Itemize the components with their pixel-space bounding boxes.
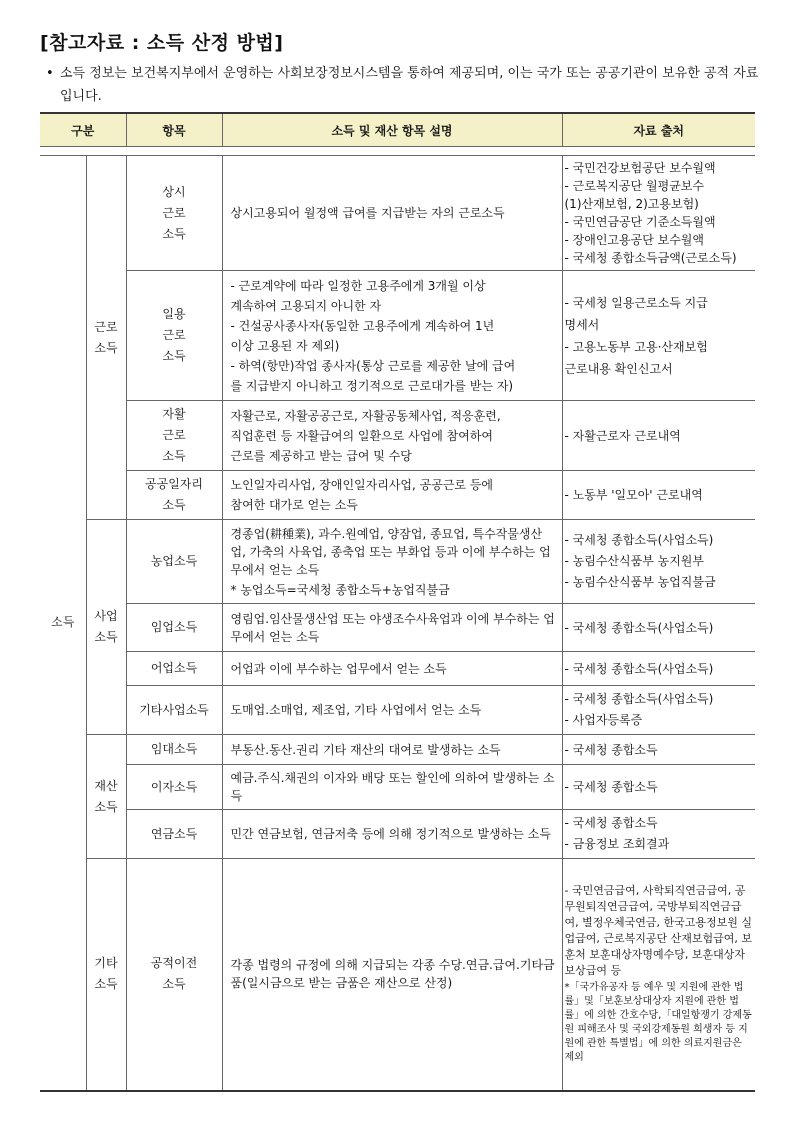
table-row <box>40 859 755 1091</box>
item-other-business: 기타사업소득 <box>126 686 222 735</box>
desc-pension: 민간 연금보험, 연금저축 등에 의해 정기적으로 발생하는 소득 <box>222 810 562 859</box>
subgroup-work: 근로 소득 <box>86 156 126 520</box>
income-table <box>40 112 755 1092</box>
desc-rent: 부동산.동산.권리 기타 재산의 대여로 발생하는 소득 <box>222 735 562 765</box>
desc-selfsupport-work: 자활근로, 자활공공근로, 자활공동체사업, 적응훈련, 직업훈련 등 자활급여의 일환으로 사업에 참여하여 근로를 제공하고 받는 급여 및 수당 <box>222 401 562 471</box>
item-daily-work: 일용 근로 소득 <box>126 271 222 401</box>
intro-text: 소득 정보는 보건복지부에서 운영하는 사회보장정보시스템을 통하여 제공되며, 이는 국가 또는 공공기관이 보유한 공적 자료입니다. <box>60 66 759 104</box>
table-row <box>40 471 755 520</box>
desc-farm-note: * 농업소득=국세청 종합소득+농업직불금 <box>230 582 450 597</box>
table-row <box>40 686 755 735</box>
desc-regular-work: 상시고용되어 월정액 급여를 지급받는 자의 근로소득 <box>222 156 562 271</box>
desc-public-work: 노인일자리사업, 장애인일자리사업, 공공근로 등에 참여한 대가로 얻는 소득 <box>222 471 562 520</box>
item-forest: 임업소득 <box>126 604 222 652</box>
source-other-business: - 국세청 종합소득(사업소득) - 사업자등록증 <box>562 686 755 735</box>
source-fish: - 국세청 종합소득(사업소득) <box>562 652 755 686</box>
source-farm: - 국세청 종합소득(사업소득) - 농림수산식품부 농지원부 - 농림수산식품부 농업직불금 <box>562 520 755 604</box>
header-item: 항목 <box>126 113 222 147</box>
source-transfer-note: *「국가유공자 등 예우 및 지원에 관한 법률」및「보훈보상대상자 지원에 관한 법률」에 의한 간호수당,「대일항쟁기 강제동원 피해조사 및 국외강제동원 희생자 등 지원에 관한 특별법」에 의한 의료지원금은 제외 <box>564 982 752 1064</box>
table-row <box>40 271 755 401</box>
source-regular-work: - 국민건강보험공단 보수월액 - 근로복지공단 월평균보수 (1)산재보험, 2)고용보험) - 국민연금공단 기준소득월액 - 장애인고용공단 보수월액 - 국세청 종합소득금액(근로소득) <box>562 156 755 271</box>
table-row <box>40 604 755 652</box>
table-row <box>40 765 755 810</box>
source-daily-work: - 국세청 일용근로소득 지급 명세서 - 고용노동부 고용·산재보험 근로내용 확인신고서 <box>562 271 755 401</box>
desc-fish: 어업과 이에 부수하는 업무에서 얻는 소득 <box>222 652 562 686</box>
header-source: 자료 출처 <box>562 113 755 147</box>
source-transfer <box>562 859 755 1091</box>
item-rent: 임대소득 <box>126 735 222 765</box>
desc-farm <box>222 520 562 604</box>
desc-forest: 영림업.임산물생산업 또는 야생조수사육업과 이에 부수하는 업무에서 얻는 소득 <box>222 604 562 652</box>
source-rent: - 국세청 종합소득 <box>562 735 755 765</box>
desc-other-business: 도매업.소매업, 제조업, 기타 사업에서 얻는 소득 <box>222 686 562 735</box>
desc-transfer: 각종 법령의 규정에 의해 지급되는 각종 수당.연금.급여.기타금품(일시금으로 받는 금품은 재산으로 산정) <box>222 859 562 1091</box>
desc-daily-work: - 근로계약에 따라 일정한 고용주에게 3개월 이상 계속하여 고용되지 아니한 자 - 건설공사종사자(동일한 고용주에게 계속하여 1년 이상 고용된 자 제외) - 하역(항만)작업 종사자(통상 근로를 제공한 날에 급여 를 지급받지 아니하고 정기적으로 근로대가를 받는 자) <box>222 271 562 401</box>
source-transfer-text: - 국민연금급여, 사학퇴직연금급여, 공무원퇴직연금급여, 국방부퇴직연금급여, 별정우체국연금, 한국고용정보원 실업급여, 근로복지공단 산재보험급여, 보훈처 보훈대상자명예수당, 보훈대상자보상급여 등 <box>564 884 752 978</box>
table-row <box>40 156 755 271</box>
item-farm: 농업소득 <box>126 520 222 604</box>
desc-farm-text: 경종업(耕種業), 과수.원예업, 양잠업, 종묘업, 특수작물생산업, 가축의 사육업, 종축업 또는 부화업 등과 이에 부수하는 업무에서 얻는 소득 <box>230 526 551 577</box>
spacer-row <box>40 147 755 156</box>
item-public-work: 공공일자리 소득 <box>126 471 222 520</box>
table-row <box>40 810 755 859</box>
bullet-icon: • <box>46 66 54 81</box>
subgroup-other: 기타 소득 <box>86 859 126 1091</box>
header-description: 소득 및 재산 항목 설명 <box>222 113 562 147</box>
source-selfsupport-work: - 자활근로자 근로내역 <box>562 401 755 471</box>
source-forest: - 국세청 종합소득(사업소득) <box>562 604 755 652</box>
source-pension: - 국세청 종합소득 - 금융정보 조회결과 <box>562 810 755 859</box>
source-public-work: - 노동부 '일모아' 근로내역 <box>562 471 755 520</box>
header-category: 구분 <box>40 113 126 147</box>
intro-paragraph <box>46 62 766 108</box>
table-row <box>40 401 755 471</box>
table-row <box>40 520 755 604</box>
page-title: [참고자료 : 소득 산정 방법] <box>40 32 284 54</box>
table-header-row <box>40 113 755 147</box>
item-selfsupport-work: 자활 근로 소득 <box>126 401 222 471</box>
group-income: 소득 <box>40 156 86 1091</box>
table-row <box>40 652 755 686</box>
table-row <box>40 735 755 765</box>
subgroup-business: 사업 소득 <box>86 520 126 735</box>
item-regular-work: 상시 근로 소득 <box>126 156 222 271</box>
item-interest: 이자소득 <box>126 765 222 810</box>
subgroup-property: 재산 소득 <box>86 735 126 859</box>
item-fish: 어업소득 <box>126 652 222 686</box>
item-transfer: 공적이전 소득 <box>126 859 222 1091</box>
item-pension: 연금소득 <box>126 810 222 859</box>
desc-interest: 예금.주식.채권의 이자와 배당 또는 할인에 의하여 발생하는 소득 <box>222 765 562 810</box>
source-interest: - 국세청 종합소득 <box>562 765 755 810</box>
